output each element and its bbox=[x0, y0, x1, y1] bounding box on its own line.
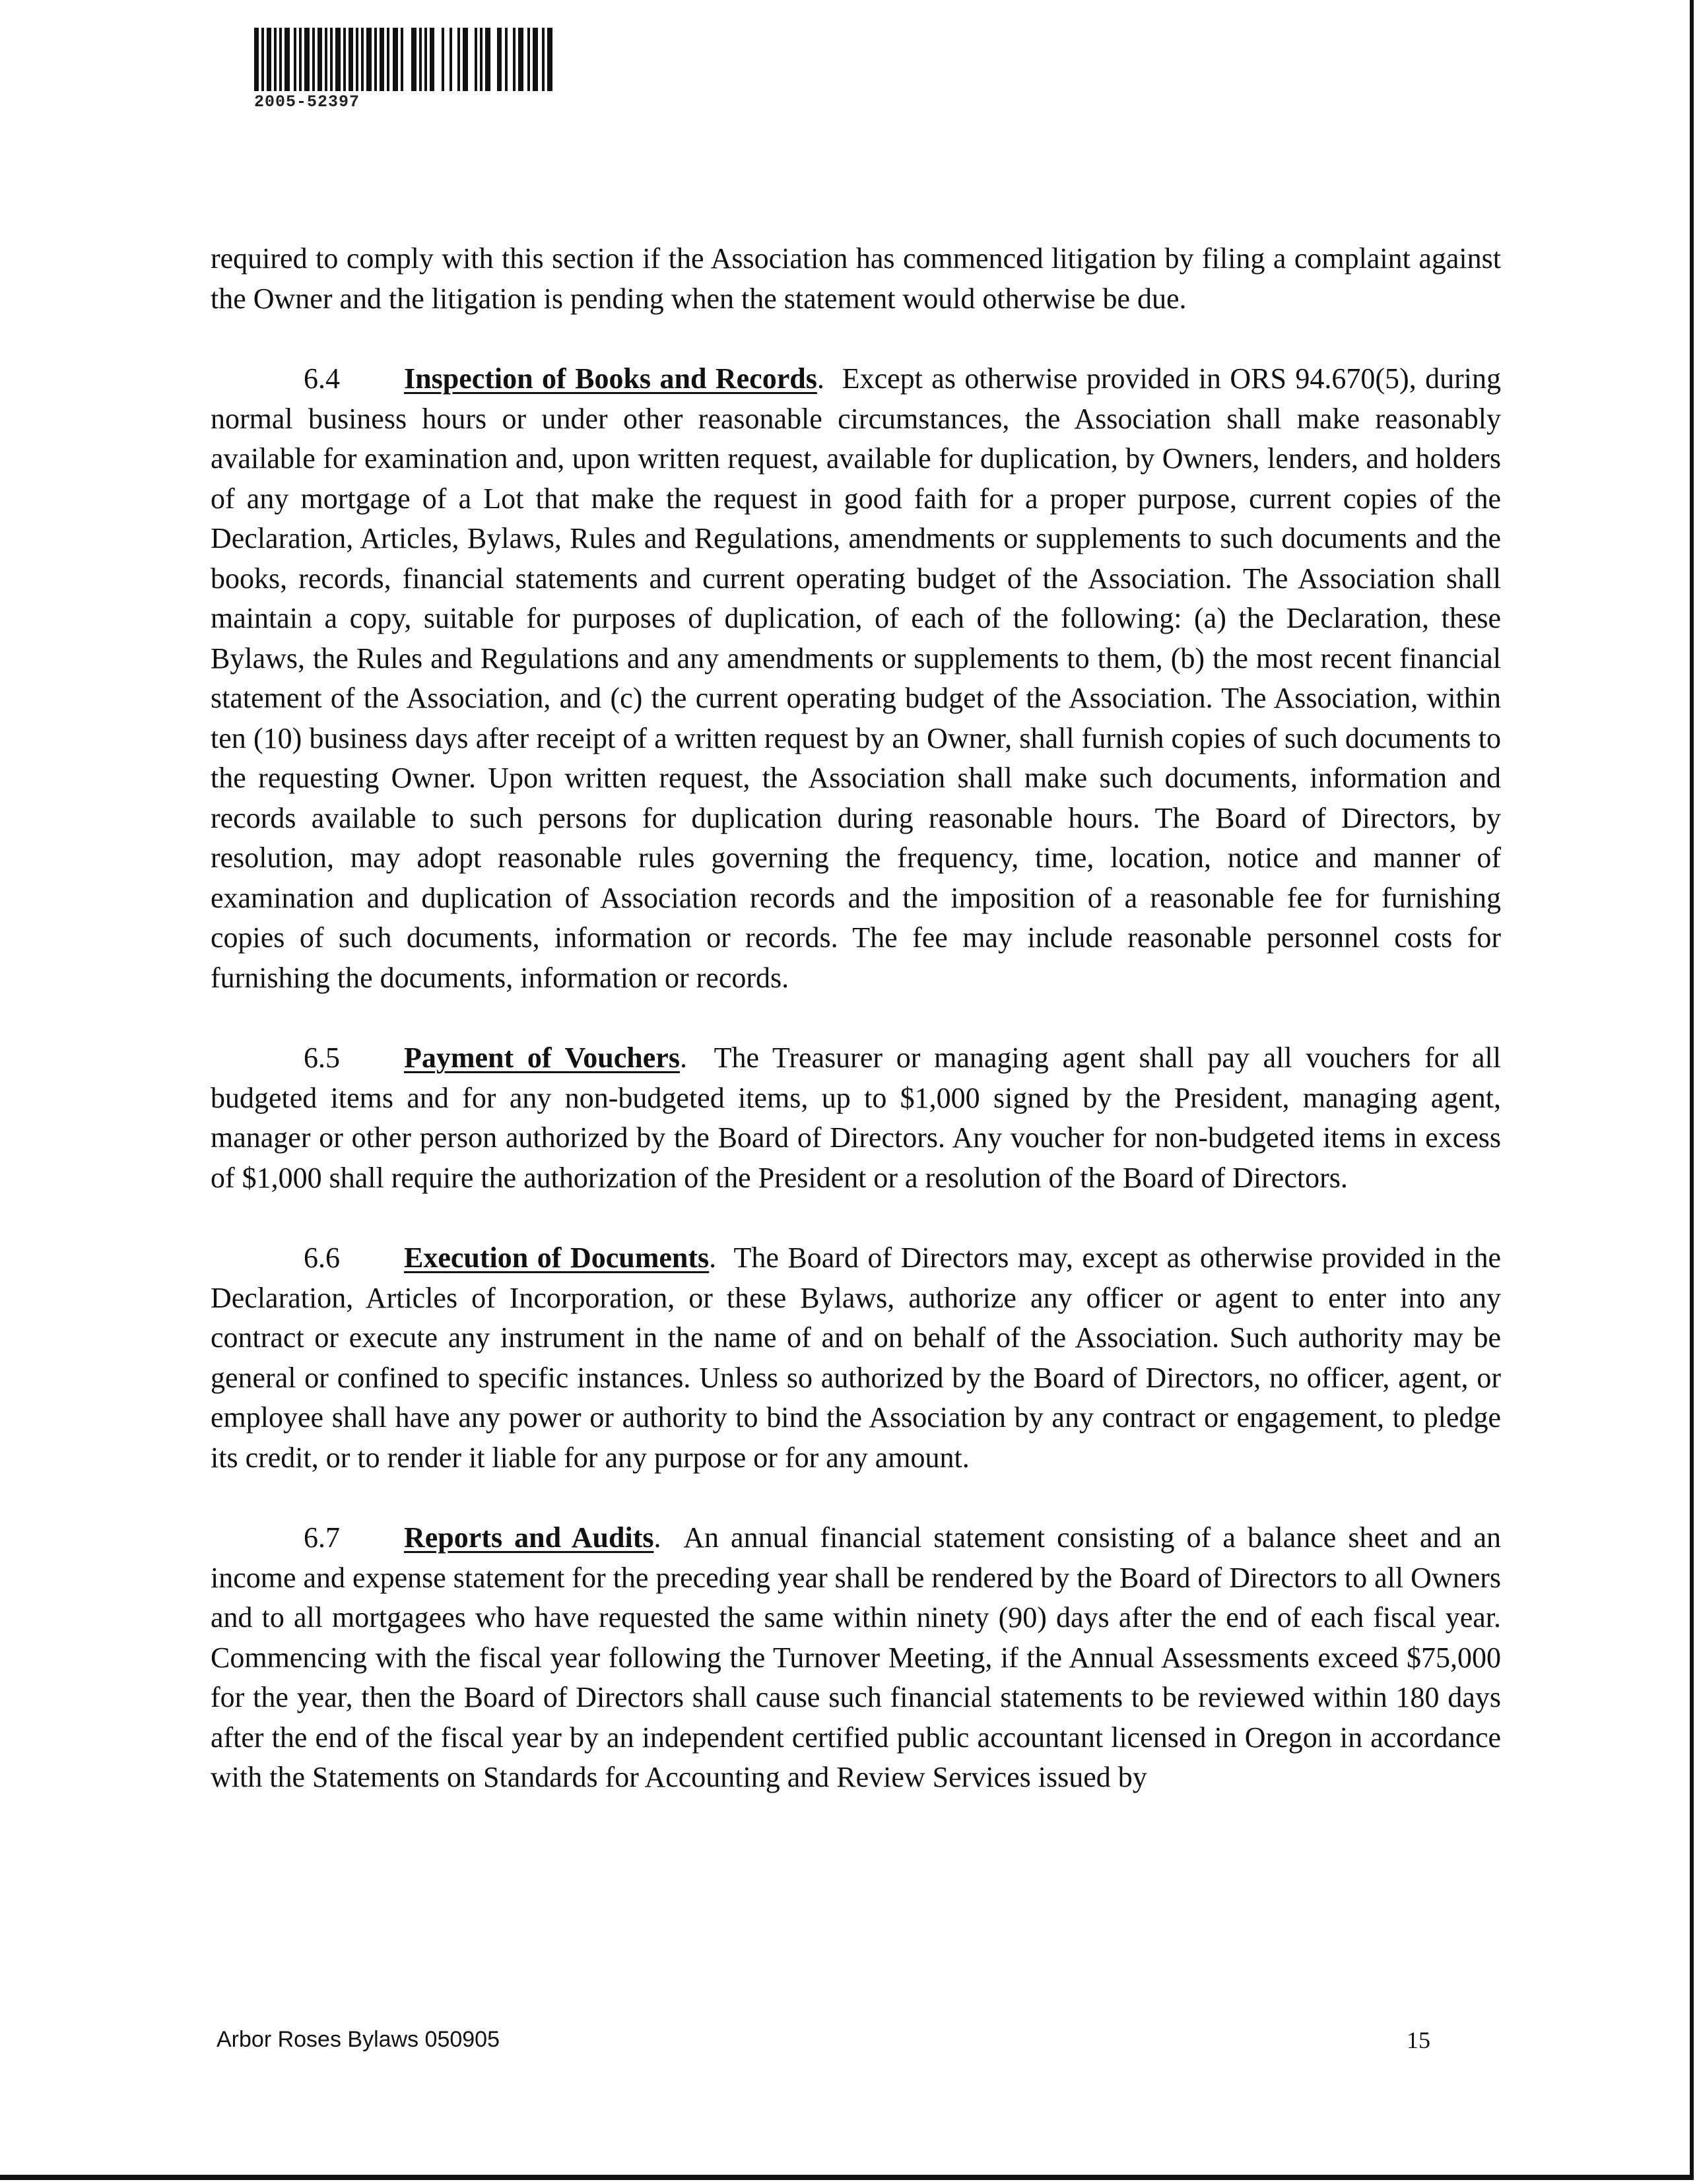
barcode-number: 2005-52397 bbox=[254, 92, 360, 112]
section-body: The Board of Directors may, except as otherwise provided in the Declaration, Articles of Incorporation, or these Bylaws, authorize any officer or agent to enter into any contract or execute any instrument in the name of and on behalf of the Association. Such authority may be general or confined to specific instances. Unless so authorized by the Board of Directors, no officer, agent, or employee shall have any power or authority to bind the Association by any contract or engagement, to pledge its credit, or to render it liable for any purpose or for any amount. bbox=[211, 1241, 1501, 1474]
barcode-icon bbox=[254, 28, 558, 91]
section-number: 6.6 bbox=[304, 1241, 340, 1274]
section-6-6: 6.6 Execution of Documents. The Board of Directors may, except as otherwise provided in the Declaration, Articles of Incorporation, or these Bylaws, authorize any officer or agent to enter into any contract or execute any instrument in the name of and on behalf of the Association. Such authority may be general or confined to specific instances. Unless so authorized by the Board of Directors, no officer, agent, or employee shall have any power or authority to bind the Association by any contract or engagement, to pledge its credit, or to render it liable for any purpose or for any amount. bbox=[211, 1238, 1501, 1478]
section-number: 6.5 bbox=[304, 1042, 340, 1074]
section-body: Except as otherwise provided in ORS 94.670(5), during normal business hours or under other reasonable circumstances, the Association shall make reasonably available for examination and, upon written request, available for duplication, by Owners, lenders, and holders of any mortgage of a Lot that make the request in good faith for a proper purpose, current copies of the Declaration, Articles, Bylaws, Rules and Regulations, amendments or supplements to such documents and the books, records, financial statements and current operating budget of the Association. The Association shall maintain a copy, suitable for purposes of duplication, of each of the following: (a) the Declaration, these Bylaws, the Rules and Regulations and any amendments or supplements to them, (b) the most recent financial statement of the Association, and (c) the current operating budget of the Association. The Association, within ten (10) business days after receipt of a written request by an Owner, shall furnish copies of such documents to the requesting Owner. Upon written request, the Association shall make such documents, information and records available to such persons for duplication during reasonable hours. The Board of Directors, by resolution, may adopt reasonable rules governing the frequency, time, location, notice and manner of examination and duplication of Association records and the imposition of a reasonable fee for furnishing copies of such documents, information or records. The fee may include reasonable personnel costs for furnishing the documents, information or records. bbox=[211, 362, 1502, 994]
section-heading: Payment of Vouchers bbox=[404, 1042, 680, 1074]
section-body: An annual financial statement consisting of a balance sheet and an income and expense statement for the preceding year shall be rendered by the Board of Directors to all Owners and to all mortgagees who have requested the same within ninety (90) days after the end of each fiscal year. Commencing with the fiscal year following the Turnover Meeting, if the Annual Assessments exceed $75,000 for the year, then the Board of Directors shall cause such financial statements to be reviewed within 180 days after the end of the fiscal year by an independent certified public accountant licensed in Oregon in accordance with the Statements on Standards for Accounting and Review Services issued by bbox=[211, 1521, 1501, 1793]
section-6-7: 6.7 Reports and Audits. An annual financial statement consisting of a balance sheet and an income and expense statement for the preceding year shall be rendered by the Board of Directors to all Owners and to all mortgagees who have requested the same within ninety (90) days after the end of each fiscal year. Commencing with the fiscal year following the Turnover Meeting, if the Annual Assessments exceed $75,000 for the year, then the Board of Directors shall cause such financial statements to be reviewed within 180 days after the end of the fiscal year by an independent certified public accountant licensed in Oregon in accordance with the Statements on Standards for Accounting and Review Services issued by bbox=[211, 1518, 1501, 1798]
section-body: The Treasurer or managing agent shall pay all vouchers for all budgeted items and for any non-budgeted items, up to $1,000 signed by the President, managing agent, manager or other person authorized by the Board of Directors. Any voucher for non-budgeted items in excess of $1,000 shall require the authorization of the President or a resolution of the Board of Directors. bbox=[211, 1042, 1501, 1194]
continuation-paragraph: required to comply with this section if the Association has commenced litigation by filing a complaint against the Owner and the litigation is pending when the statement would otherwise be due. bbox=[211, 242, 1501, 315]
section-6-5: 6.5 Payment of Vouchers. The Treasurer or managing agent shall pay all vouchers for all budgeted items and for any non-budgeted items, up to $1,000 signed by the President, managing agent, manager or other person authorized by the Board of Directors. Any voucher for non-budgeted items in excess of $1,000 shall require the authorization of the President or a resolution of the Board of Directors. bbox=[211, 1038, 1501, 1198]
section-6-4: 6.4 Inspection of Books and Records. Except as otherwise provided in ORS 94.670(5), during normal business hours or under other reasonable circumstances, the Association shall make reasonably available for examination and, upon written request, available for duplication, by Owners, lenders, and holders of any mortgage of a Lot that make the request in good faith for a proper purpose, current copies of the Declaration, Articles, Bylaws, Rules and Regulations, amendments or supplements to such documents and the books, records, financial statements and current operating budget of the Association. The Association shall maintain a copy, suitable for purposes of duplication, of each of the following: (a) the Declaration, these Bylaws, the Rules and Regulations and any amendments or supplements to them, (b) the most recent financial statement of the Association, and (c) the current operating budget of the Association. The Association, within ten (10) business days after receipt of a written request by an Owner, shall furnish copies of such documents to the requesting Owner. Upon written request, the Association shall make such documents, information and records available to such persons for duplication during reasonable hours. The Board of Directors, by resolution, may adopt reasonable rules governing the frequency, time, location, notice and manner of examination and duplication of Association records and the imposition of a reasonable fee for furnishing copies of such documents, information or records. The fee may include reasonable personnel costs for furnishing the documents, information or records. bbox=[211, 359, 1501, 998]
section-heading: Execution of Documents bbox=[404, 1241, 710, 1274]
document-body bbox=[211, 239, 1501, 1798]
section-number: 6.4 bbox=[304, 362, 340, 395]
footer-document-title: Arbor Roses Bylaws 050905 bbox=[217, 2027, 500, 2052]
section-heading: Inspection of Books and Records bbox=[404, 362, 817, 395]
barcode-block bbox=[254, 28, 558, 112]
footer-page-number: 15 bbox=[1407, 2027, 1430, 2053]
section-number: 6.7 bbox=[304, 1521, 340, 1554]
section-heading: Reports and Audits bbox=[404, 1521, 654, 1554]
